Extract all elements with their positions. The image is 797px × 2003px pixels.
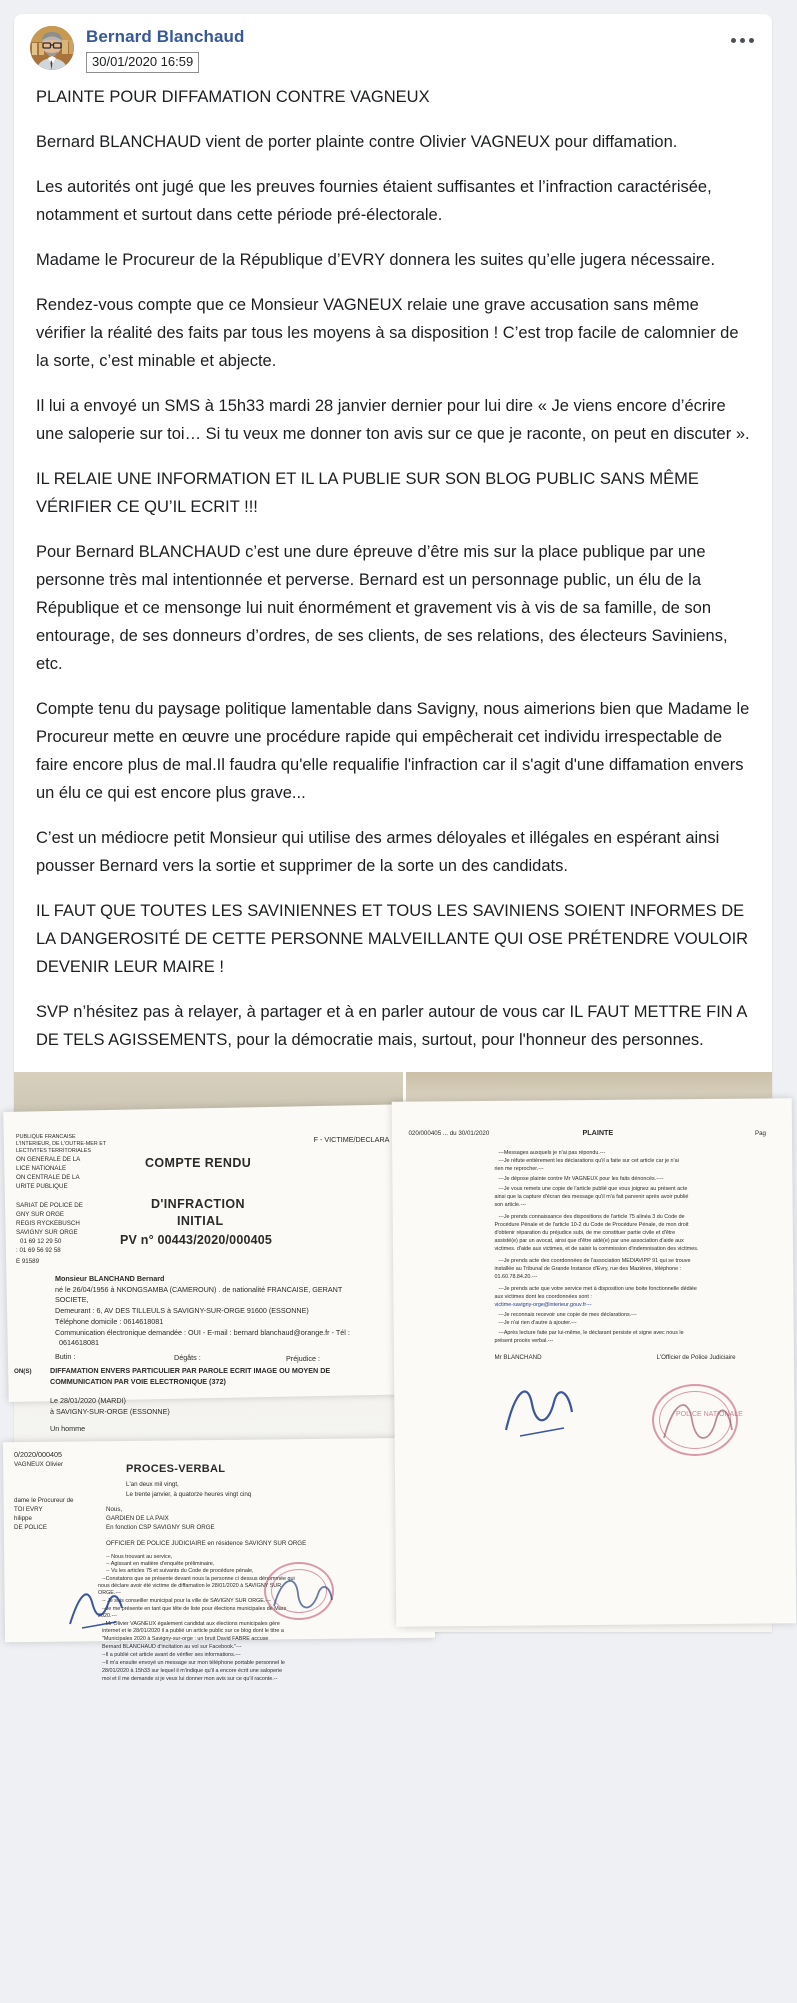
post-paragraph: PLAINTE POUR DIFFAMATION CONTRE VAGNEUX (36, 88, 430, 106)
declarant-signature-icon (496, 1372, 582, 1442)
dot (740, 38, 745, 43)
doc-letterhead-line: ON GENERALE DE LA (16, 1156, 81, 1163)
post-paragraph: Bernard BLANCHAUD vient de porter plainte contre Olivier VAGNEUX pour diffamation. (36, 133, 678, 151)
doc-pv-body-line: --Je me présente en tant que tête de liste pour élections municipales de Mars (102, 1606, 287, 1612)
officer-signature-icon (654, 1386, 744, 1458)
doc-field-butin: Butin : (55, 1352, 76, 1361)
doc-pv-body-line: --Constatons que se présente devant nous la personne ci dessus dénommée qui (102, 1576, 295, 1582)
doc-letterhead-line: ON CENTRALE DE LA (16, 1174, 80, 1181)
doc-body-line: ---Je vous remets une copie de l'article publié que vous joignez au présent acte (498, 1186, 688, 1192)
post-paragraph: Les autorités ont jugé que les preuves fournies étaient suffisantes et l’infraction caractérisée, notamment et surtout dans cette période pré-électorale. (36, 178, 712, 224)
attached-photo-plainte[interactable] (406, 1072, 772, 1632)
doc-letterhead-line: LICE NATIONALE (16, 1165, 67, 1172)
doc-side-note: dame le Procureur de (14, 1497, 74, 1504)
svg-text:POLICE NATIONALE: POLICE NATIONALE (676, 1411, 744, 1418)
post-paragraph: C’est un médiocre petit Monsieur qui utilise des armes déloyales et illégales en espérant ainsi pousser Bernard vers la sortie et supprimer de la sorte un des candidats. (36, 829, 720, 875)
doc-pv-body-line: -- Nous trouvant au service, (106, 1554, 173, 1560)
doc-station-line: GNY SUR ORGE (16, 1211, 65, 1218)
doc-side-note: VAGNEUX Olivier (14, 1461, 64, 1468)
doc-body-line: présent procès verbal.--- (494, 1338, 554, 1344)
doc-body-line: ---Après lecture faite par lui-même, le déclarant persiste et signe avec nous le (498, 1330, 684, 1336)
doc-body-line: aux victimes dont les coordonnées sont : (494, 1294, 592, 1300)
doc-pv-body-line: --Il a publié cet article avant de vérifier ses informations.--- (102, 1652, 241, 1658)
signature-icon (62, 1578, 132, 1632)
doc-side-note: hilippe (14, 1515, 32, 1522)
post-paragraph: Madame le Procureur de la République d’EVRY donnera les suites qu’elle jugera nécessaire. (36, 251, 716, 269)
doc-body-line: ---Je prends acte que votre service met à disposition une boite fonctionnelle dédiée (498, 1286, 697, 1292)
doc-field-prejudice: Préjudice : (286, 1354, 320, 1363)
doc-station-line: 01 69 12 29 50 (20, 1238, 62, 1245)
doc-body-line: installée au Tribunal de Grande Instance d'Evry, rue des Mazières, téléphone : (494, 1266, 682, 1272)
doc-letterhead-line: LECTIVITES TERRITORIALES (16, 1148, 91, 1154)
doc-header-right: F - VICTIME/DECLARA (313, 1135, 390, 1144)
doc-header-page: Pag (754, 1130, 766, 1137)
doc-pv-body-line: --Il m'a ensuite envoyé un message sur mon téléphone portable personnel le (102, 1660, 285, 1666)
doc-nous-line: GARDIEN DE LA PAIX (106, 1515, 169, 1522)
doc-pv-body-line: "Municipales 2020 à Savigny-sur-orge : un bruit David FABRE accuse (102, 1636, 269, 1642)
dot (749, 38, 754, 43)
author-block (86, 26, 245, 73)
doc-pv-body-line: -- Vu les articles 75 et suivants du Code de procédure pénale, (106, 1568, 254, 1574)
doc-nous-line: En fonction CSP SAVIGNY SUR ORGE (106, 1524, 215, 1531)
doc-victim-line: SOCIETE, (55, 1295, 89, 1304)
doc-field-degats: Dégâts : (174, 1353, 201, 1362)
doc-body-line: ---Je réfute entièrement les déclarations qu'il a faite sur cet article car je n'ai (498, 1158, 679, 1164)
doc-offence-line: COMMUNICATION PAR VOIE ELECTRONIQUE (372) (50, 1377, 226, 1386)
doc-body-line: assisté(e) par un avocat, ainsi que d'être aidé(e) par une association d'aide aux (494, 1238, 684, 1244)
doc-proces-verbal-title: PROCES-VERBAL (126, 1463, 226, 1475)
doc-header-left: 020/000405 ... du 30/01/2020 (408, 1130, 490, 1137)
avatar[interactable] (30, 26, 74, 70)
doc-body-line: ---Je dépose plainte contre Mr VAGNEUX pour les faits dénoncés.---- (498, 1176, 664, 1182)
doc-letterhead-line: PUBLIQUE FRANCAISE (16, 1134, 76, 1140)
post-header (14, 14, 772, 77)
doc-pv-body-line: nous déclare avoir été victime de diffamation le 28/01/2020 à SAVIGNY SUR (98, 1583, 282, 1589)
attached-photo-compte-rendu[interactable] (14, 1072, 403, 1682)
doc-station-line: SARIAT DE POLICE DE (16, 1202, 83, 1209)
doc-title-compte-rendu: COMPTE RENDU (145, 1156, 252, 1170)
post-timestamp[interactable]: 30/01/2020 16:59 (86, 52, 199, 73)
doc-victim-line: Communication électronique demandée : OUI - E-mail : bernard blanchaud@orange.fr - Tél : (55, 1328, 350, 1337)
doc-body-line: Procédure Pénale et de l'article 10-2 du Code de Procédure Pénale, de mon droit (494, 1222, 689, 1228)
doc-victim-line: Téléphone domicile : 0614618081 (55, 1317, 164, 1326)
doc-victim-line: 0614618081 (59, 1338, 99, 1347)
doc-body-line: ---Je prends connaissance des dispositions de l'article 75 alinéa 3 du Code de (498, 1214, 685, 1220)
doc-body-line: ---Je reconnais recevoir une copie de mes déclarations.--- (498, 1312, 637, 1318)
doc-side-note: TOI EVRY (14, 1506, 43, 1513)
doc-body-email-line: victime-savigny-orge@interieur.gouv.fr--- (494, 1302, 592, 1308)
doc-pv-body-line: -- Agissant en matière d'enquête préliminaire, (106, 1561, 215, 1567)
post-paragraph: Pour Bernard BLANCHAUD c’est une dure épreuve d’être mis sur la place publique par une personne très mal intentionnée et perverse. Bernard est un personnage public, un élu de la République et ce mensonge lui nuit énormément et gravement vis à vis de sa famille, de son entourage, de ses donneurs d’ordres, de ses clients, de ses relations, des électeurs Saviniens, etc. (36, 543, 728, 673)
post-paragraph: IL FAUT QUE TOUTES LES SAVINIENNES ET TOUS LES SAVINIENS SOIENT INFORMES DE LA DANGEROSITÉ DE CETTE PERSONNE MALVEILLANTE QUI OSE PRÉTENDRE VOULOIR DEVENIR LEUR MAIRE ! (36, 902, 749, 976)
doc-body-line: ainsi que la capture d'écran des message qu'il m'a fait parvenir après avoir publié (494, 1194, 689, 1200)
doc-body-line: victimes. d'aide aux victimes, et de saisir la commission d'indemnisation des victimes. (494, 1246, 699, 1252)
post-paragraph: Rendez-vous compte que ce Monsieur VAGNEUX relaie une grave accusation sans même vérifier la réalité des faits par tous les moyens à sa disposition ! C’est trop facile de calomnier de la sorte, c’est minable et abjecte. (36, 296, 739, 370)
doc-station-line: E 91589 (16, 1258, 40, 1265)
doc-body-line: rien me reprocher.--- (494, 1166, 544, 1172)
officer-signature-icon (266, 1566, 338, 1620)
doc-side-note: DE POLICE (14, 1524, 48, 1531)
doc-officer-label: L'Officier de Police Judiciaire (656, 1354, 736, 1361)
doc-title-initial: INITIAL (177, 1214, 224, 1228)
doc-body-line: ---Je prends acte des coordonnées de l'association MEDIAVIPP 91 qui se trouve (498, 1258, 691, 1264)
doc-pv-body-line: --Mr Olivier VAGNEUX également candidat aux élections municipales gère (102, 1621, 280, 1627)
doc-station-line: : 01 69 56 92 58 (16, 1247, 61, 1254)
dot (731, 38, 736, 43)
doc-victim-line: né le 26/04/1956 à NKONGSAMBA (CAMEROUN) . de nationalité FRANCAISE, GERANT (55, 1285, 343, 1294)
doc-body-line: son article.--- (494, 1202, 526, 1208)
doc-victim-line: Monsieur BLANCHAND Bernard (55, 1274, 165, 1283)
doc-station-line: SAVIGNY SUR ORGE (16, 1229, 78, 1236)
author-name[interactable]: Bernard Blanchaud (86, 27, 245, 46)
doc-header-plainte: PLAINTE (582, 1128, 614, 1137)
doc-date-line: Le 28/01/2020 (MARDI) (50, 1396, 126, 1405)
doc-signer-label: Mr BLANCHAND (494, 1354, 542, 1361)
doc-body-line: ---Je n'ai rien d'autre à ajouter.--- (498, 1320, 577, 1326)
doc-opj-line: OFFICIER DE POLICE JUDICIAIRE en résidence SAVIGNY SUR ORGE (106, 1540, 307, 1547)
doc-victim-line: Demeurant : 6, AV DES TILLEULS à SAVIGNY-SUR-ORGE 91600 (ESSONNE) (55, 1306, 309, 1315)
doc-place-line: à SAVIGNY-SUR-ORGE (ESSONNE) (50, 1407, 170, 1416)
doc-pv-body-line: moi et il me demande si je veux lui donner mon avis sur ce qu'il raconte.-- (102, 1676, 278, 1682)
doc-offence-line: DIFFAMATION ENVERS PARTICULIER PAR PAROLE ECRIT IMAGE OU MOYEN DE (50, 1366, 331, 1375)
doc-pv-intro: L'an deux mil vingt, (126, 1481, 179, 1488)
doc-pv-body-line: internet et le 28/01/2020 il a publié un article public sur ce blog dont le titre a (102, 1628, 284, 1634)
doc-title-infraction: D'INFRACTION (151, 1197, 245, 1211)
doc-body-line: 01.60.78.84.20.--- (494, 1274, 538, 1280)
doc-letterhead-line: L'INTERIEUR, DE L'OUTRE-MER ET (16, 1141, 107, 1147)
post-paragraph: IL RELAIE UNE INFORMATION ET IL LA PUBLIE SUR SON BLOG PUBLIC SANS MÊME VÉRIFIER CE QU’IL ECRIT !!! (36, 470, 699, 516)
post-paragraph: Compte tenu du paysage politique lamentable dans Savigny, nous aimerions bien que Madame le Procureur mette en œuvre une procédure rapide qui empêcherait cet individu irrespectable de faire encore plus de mal.Il faudra qu'elle requalifie l'infraction car il s'agit d'une diffamation envers un élu ce qui est encore plus grave... (36, 700, 750, 802)
doc-pv-body-line: 28/01/2020 à 15h33 sur lequel il m'indique qu'il a encore écrit une saloperie (102, 1668, 283, 1674)
doc-body-line: ---Messages auxquels je n'ai pas répondu.--- (498, 1150, 606, 1156)
doc-offence-label: ON(S) (14, 1368, 32, 1375)
doc-pv-intro: Le trente janvier, à quatorze heures vingt cinq (126, 1491, 252, 1498)
doc-pv-body-line: Bernard BLANCHAUD d'incitation au vol sur Facebook."--- (102, 1644, 242, 1650)
more-options-icon[interactable] (731, 38, 754, 43)
doc-pv-body-line: -- Je suis conseiller municipal pour la ville de SAVIGNY SUR ORGE.--- (102, 1598, 271, 1604)
doc-pv-body-line: ORGE.--- (98, 1590, 121, 1596)
doc-body-line: d'obtenir réparation du préjudice subi, de me constituer partie civile et d'être (494, 1230, 676, 1236)
doc-station-line: REGIS RYCKEBUSCH (16, 1220, 80, 1227)
doc-pv-number: PV n° 00443/2020/000405 (120, 1233, 273, 1247)
post-card (14, 14, 772, 1682)
post-attachment-photos (14, 1072, 772, 1682)
doc-letterhead-line: URITE PUBLIQUE (16, 1183, 68, 1190)
post-paragraph: Il lui a envoyé un SMS à 15h33 mardi 28 janvier dernier pour lui dire « Je viens encore d’écrire une saloperie sur toi… Si tu veux me donner ton avis sur ce que je raconte, on peut en discuter ». (36, 397, 750, 443)
doc-pv-ref: 0/2020/000405 (14, 1450, 62, 1459)
doc-suspect-line: Un homme (50, 1424, 86, 1433)
post-body (14, 77, 772, 1072)
post-paragraph: SVP n’hésitez pas à relayer, à partager et à en parler autour de vous car IL FAUT METTRE FIN A DE TELS AGISSEMENTS, pour la démocratie mais, surtout, pour l'honneur des personnes. (36, 1003, 747, 1049)
doc-nous-line: Nous, (106, 1506, 123, 1513)
doc-pv-body-line: 2020.--- (98, 1613, 117, 1619)
